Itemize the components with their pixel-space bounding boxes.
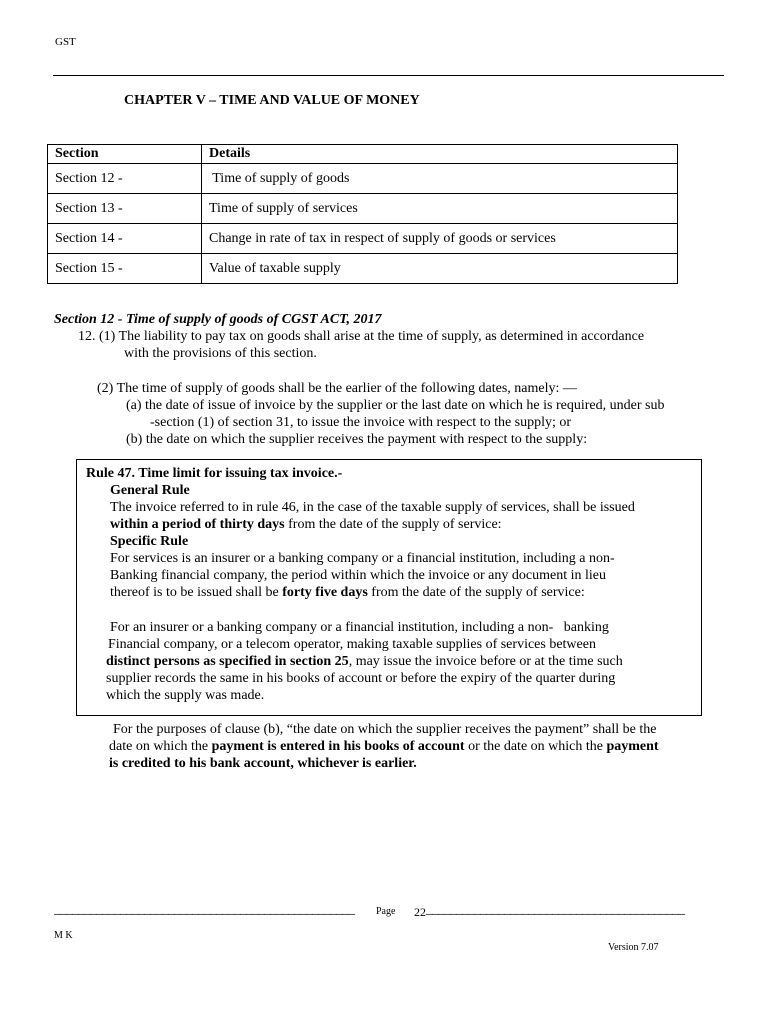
section12-para2: (2) The time of supply of goods shall be the earlier of the following dates, namely: — bbox=[97, 381, 577, 396]
specific-rule-line2: Banking financial company, the period within which the invoice or any document in lieu bbox=[110, 568, 606, 583]
purposes-line1: For the purposes of clause (b), “the date on which the supplier receives the payment” shall be the bbox=[113, 722, 657, 737]
table-cell-details: Value of taxable supply bbox=[202, 254, 678, 284]
purposes-bold2: payment bbox=[606, 739, 659, 754]
header-rule bbox=[53, 75, 724, 76]
purposes-pre: date on which the bbox=[109, 739, 212, 754]
section12-heading: Section 12 - Time of supply of goods of CGST ACT, 2017 bbox=[54, 312, 382, 327]
purposes-line3: is credited to his bank account, whichever is earlier. bbox=[109, 756, 417, 771]
footer-author: M K bbox=[54, 930, 73, 941]
footer-line-right: ___________________________________________ bbox=[426, 902, 684, 917]
footer-page-number: 22 bbox=[414, 905, 426, 919]
specific-rule-post: from the date of the supply of service: bbox=[367, 585, 585, 600]
table-cell-section: Section 14 - bbox=[48, 224, 202, 254]
table-cell-details: Time of supply of goods bbox=[202, 164, 678, 194]
insurer-para-line5: which the supply was made. bbox=[106, 688, 265, 703]
chapter-title: CHAPTER V – TIME AND VALUE OF MONEY bbox=[124, 93, 420, 108]
table-row bbox=[48, 164, 678, 194]
section12-clause-b: (b) the date on which the supplier receives the payment with respect to the supply: bbox=[126, 432, 588, 447]
footer-line-left: __________________________________________________ bbox=[54, 902, 354, 917]
section12-clause-a-line2: -section (1) of section 31, to issue the invoice with respect to the supply; or bbox=[150, 415, 572, 430]
insurer-para-line1: For an insurer or a banking company or a financial institution, including a non- banking bbox=[110, 620, 609, 635]
table-header-row bbox=[48, 145, 678, 164]
general-rule-line1: The invoice referred to in rule 46, in the case of the taxable supply of services, shall be issued bbox=[110, 500, 635, 515]
rule47-title: Rule 47. Time limit for issuing tax invoice.- bbox=[86, 466, 343, 481]
insurer-para-line2: Financial company, or a telecom operator, making taxable supplies of services between bbox=[108, 637, 596, 652]
section12-para1-line1: 12. (1) The liability to pay tax on goods shall arise at the time of supply, as determined in accordance bbox=[78, 329, 645, 344]
table-header-details: Details bbox=[202, 145, 678, 164]
general-rule-rest: from the date of the supply of service: bbox=[284, 517, 502, 532]
purposes-line2 bbox=[109, 738, 659, 755]
sections-table bbox=[47, 144, 678, 284]
specific-rule-heading: Specific Rule bbox=[110, 534, 189, 549]
table-cell-section: Section 12 - bbox=[48, 164, 202, 194]
purposes-bold1: payment is entered in his books of account bbox=[211, 739, 465, 754]
insurer-para-line3 bbox=[106, 653, 623, 670]
specific-rule-line3 bbox=[110, 584, 585, 601]
footer-version: Version 7.07 bbox=[608, 942, 659, 953]
section12-clause-a-line1: (a) the date of issue of invoice by the supplier or the last date on which he is required, under sub bbox=[126, 398, 665, 413]
table-row bbox=[48, 194, 678, 224]
general-rule-heading: General Rule bbox=[110, 483, 190, 498]
section12-para1-line2: with the provisions of this section. bbox=[124, 346, 317, 361]
table-cell-section: Section 15 - bbox=[48, 254, 202, 284]
purposes-mid: or the date on which the bbox=[464, 739, 607, 754]
table-row bbox=[48, 254, 678, 284]
general-rule-line2 bbox=[110, 516, 502, 533]
table-cell-details: Change in rate of tax in respect of supply of goods or services bbox=[202, 224, 678, 254]
specific-rule-line1: For services is an insurer or a banking company or a financial institution, including a non- bbox=[110, 551, 615, 566]
table-header-section: Section bbox=[48, 145, 202, 164]
header-text: GST bbox=[55, 36, 76, 48]
rule47-box bbox=[76, 459, 702, 716]
insurer-para-rest: , may issue the invoice before or at the time such bbox=[348, 654, 623, 669]
table-row bbox=[48, 224, 678, 254]
table-cell-details: Time of supply of services bbox=[202, 194, 678, 224]
table-cell-section: Section 13 - bbox=[48, 194, 202, 224]
insurer-para-bold: distinct persons as specified in section 25 bbox=[106, 654, 349, 669]
footer-page-label: Page bbox=[376, 906, 396, 917]
specific-rule-bold: forty five days bbox=[282, 585, 368, 600]
general-rule-bold: within a period of thirty days bbox=[110, 517, 285, 532]
specific-rule-pre: thereof is to be issued shall be bbox=[110, 585, 283, 600]
insurer-para-line4: supplier records the same in his books of account or before the expiry of the quarter during bbox=[106, 671, 616, 686]
